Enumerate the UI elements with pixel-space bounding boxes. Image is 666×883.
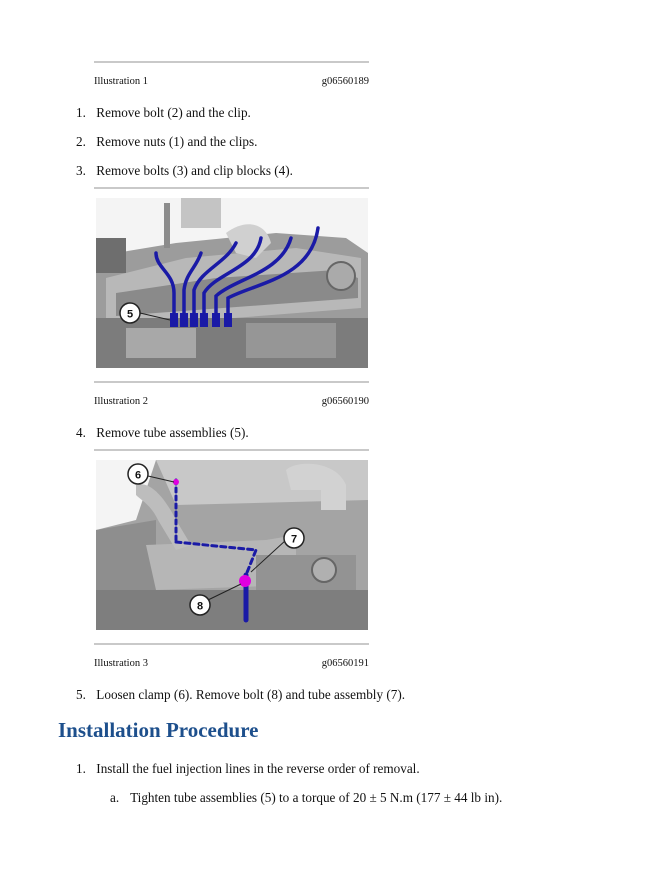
illustration-2-top-rule xyxy=(94,187,369,189)
step-number: 1. xyxy=(76,761,86,776)
illustration-2-caption xyxy=(94,396,369,407)
illustration-2-image xyxy=(96,198,368,368)
substep-text: Tighten tube assemblies (5) to a torque of 20 ± 5 N.m (177 ± 44 lb in). xyxy=(130,790,503,805)
step-number: 1. xyxy=(76,105,86,120)
illustration-3-label: Illustration 3 xyxy=(94,658,148,669)
step-text: Remove nuts (1) and the clips. xyxy=(96,134,258,149)
engine-return-line-drawing xyxy=(96,460,368,630)
installation-heading: Installation Procedure xyxy=(58,718,259,742)
callout-7: 7 xyxy=(290,533,298,546)
step-number: 5. xyxy=(76,687,86,702)
step-number: 3. xyxy=(76,163,86,178)
step-text: Loosen clamp (6). Remove bolt (8) and tube assembly (7). xyxy=(96,687,406,702)
removal-step-1 xyxy=(76,105,251,121)
step-text: Install the fuel injection lines in the reverse order of removal. xyxy=(96,761,420,776)
step-text: Remove tube assemblies (5). xyxy=(96,425,249,440)
callout-8: 8 xyxy=(196,600,204,613)
step-number: 4. xyxy=(76,425,86,440)
illustration-2-label: Illustration 2 xyxy=(94,396,148,407)
removal-step-3 xyxy=(76,163,293,179)
illustration-1-code: g06560189 xyxy=(321,76,369,87)
illustration-3-image xyxy=(96,460,368,630)
installation-substep-a xyxy=(110,790,502,806)
illustration-3-code: g06560191 xyxy=(321,658,369,669)
callout-5: 5 xyxy=(126,308,134,321)
illustration-3-top-rule xyxy=(94,449,369,451)
callout-6: 6 xyxy=(134,469,142,482)
illustration-1-caption xyxy=(94,76,369,87)
illustration-2-code: g06560190 xyxy=(321,396,369,407)
substep-letter: a. xyxy=(110,790,120,805)
removal-step-4 xyxy=(76,425,249,441)
removal-step-5 xyxy=(76,687,405,703)
illustration-1-label: Illustration 1 xyxy=(94,76,148,87)
illustration-3-caption xyxy=(94,658,369,669)
step-text: Remove bolt (2) and the clip. xyxy=(96,105,251,120)
step-number: 2. xyxy=(76,134,86,149)
illustration-3-bottom-rule xyxy=(94,643,369,645)
illustration-1-rule xyxy=(94,61,369,63)
engine-fuel-lines-drawing xyxy=(96,198,368,368)
illustration-2-bottom-rule xyxy=(94,381,369,383)
installation-step-1 xyxy=(76,761,420,777)
step-text: Remove bolts (3) and clip blocks (4). xyxy=(96,163,293,178)
removal-step-2 xyxy=(76,134,257,150)
